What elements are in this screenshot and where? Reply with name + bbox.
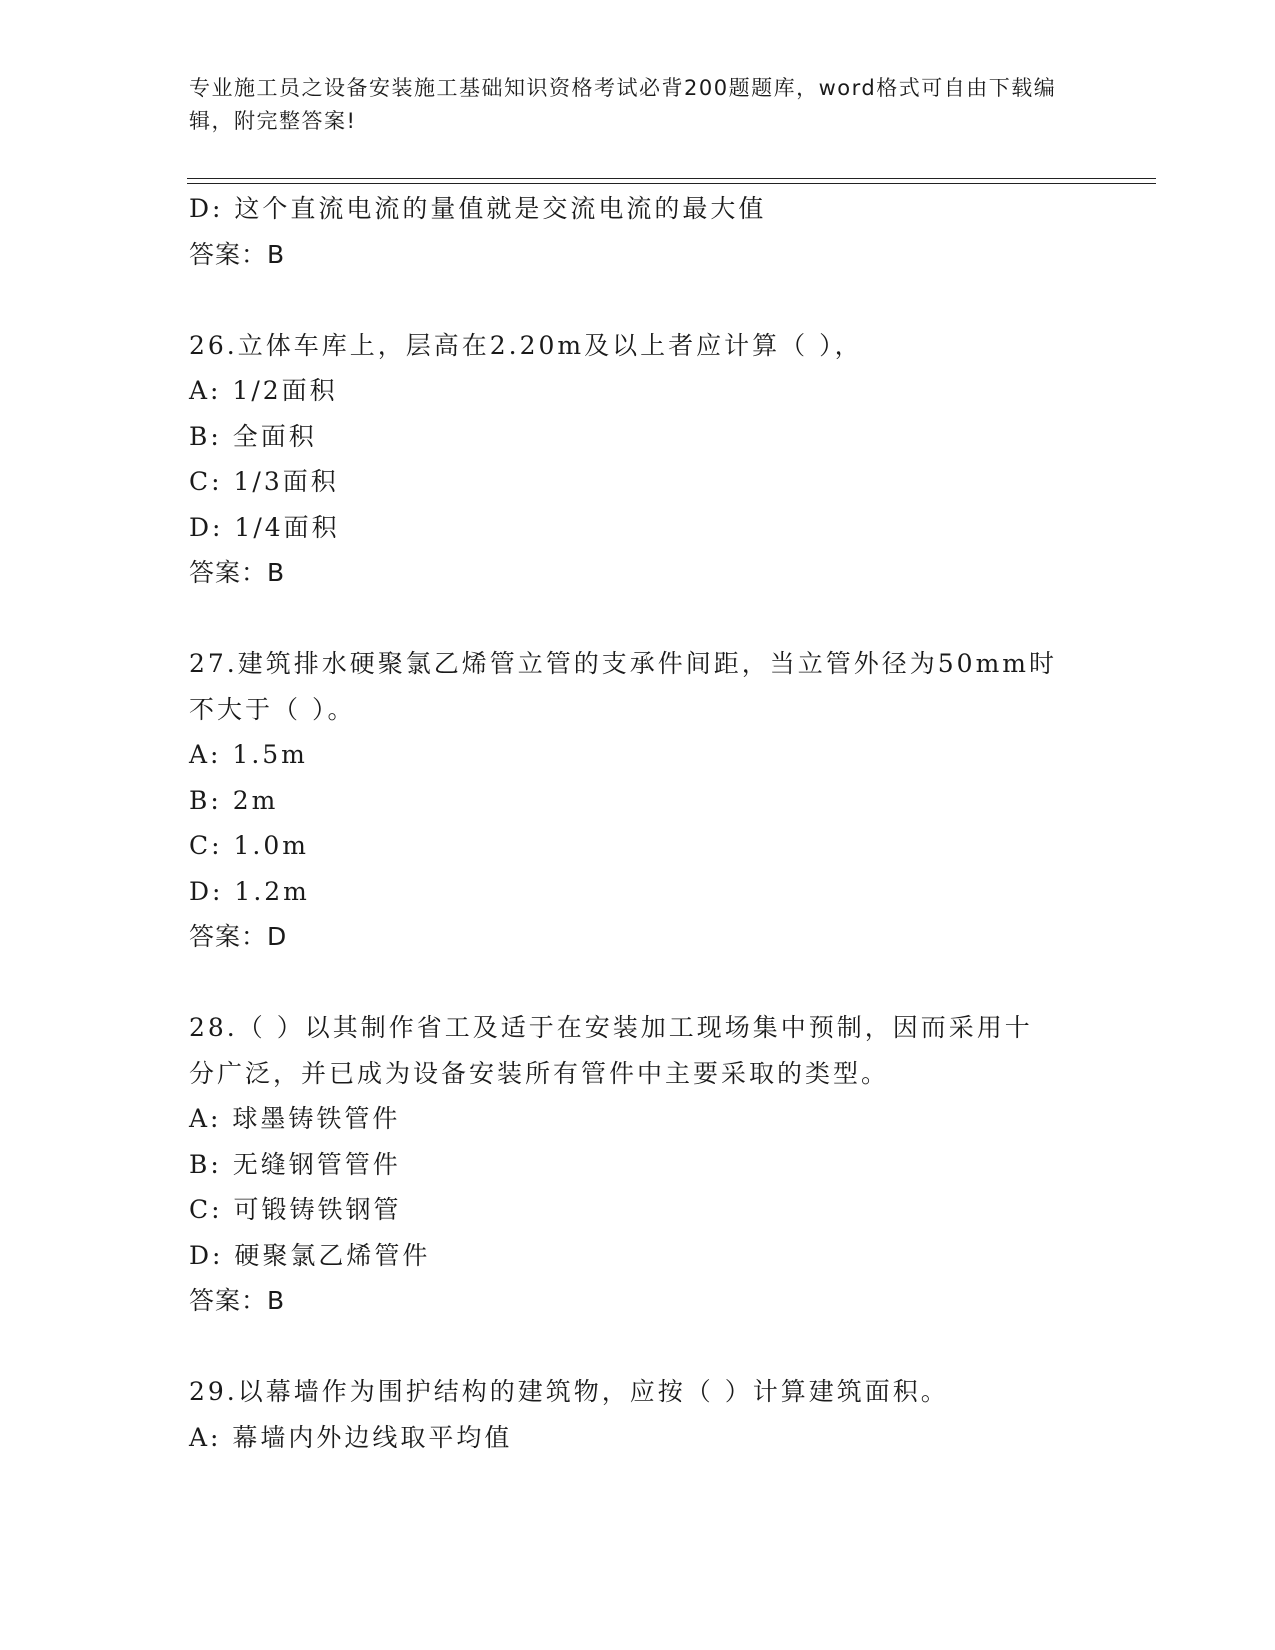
prev-answer: 答案：B [189, 239, 286, 269]
option-a: A: 球墨铸铁管件 [189, 1104, 401, 1133]
option-a: A: 幕墙内外边线取平均值 [189, 1422, 513, 1452]
question-list [189, 186, 1089, 1460]
option-d: D: 1.2m [189, 876, 310, 906]
option-a: A: 1/2面积 [189, 376, 338, 405]
answer: 答案：B [189, 1286, 286, 1315]
option-b: B: 全面积 [189, 421, 317, 451]
option-c: C: 1/3面积 [189, 467, 339, 496]
option-d: D: 硬聚氯乙烯管件 [189, 1240, 431, 1270]
option-b: B: 无缝钢管管件 [189, 1149, 401, 1179]
answer: 答案：B [189, 558, 286, 587]
question-stem-line-1: 28.（ ）以其制作省工及适于在安装加工现场集中预制，因而采用十 [189, 1013, 1033, 1042]
question-stem: 26.立体车库上，层高在2.20m及以上者应计算（ ）， [189, 330, 863, 360]
question-stem-line-2: 分广泛，并已成为设备安装所有管件中主要采取的类型。 [189, 1058, 890, 1088]
question-28 [189, 1005, 1089, 1324]
option-b: B: 2m [189, 785, 279, 815]
question-stem: 29.以幕墙作为围护结构的建筑物，应按（ ）计算建筑面积。 [189, 1377, 949, 1406]
option-d: D: 1/4面积 [189, 512, 340, 542]
question-stem-line-2: 不大于（ ）。 [189, 694, 356, 724]
question-27 [189, 641, 1089, 960]
answer: 答案：D [189, 922, 288, 951]
option-c: C: 1.0m [189, 831, 309, 860]
question-stem-line-1: 27.建筑排水硬聚氯乙烯管立管的支承件间距，当立管外径为50mm时 [189, 649, 1057, 678]
prev-option-d: D: 这个直流电流的量值就是交流电流的最大值 [189, 194, 767, 223]
option-a: A: 1.5m [189, 740, 308, 769]
header-divider-top [187, 178, 1156, 179]
question-29 [189, 1369, 1089, 1460]
option-c: C: 可锻铸铁钢管 [189, 1195, 402, 1224]
question-26 [189, 323, 1089, 596]
document-header: 专业施工员之设备安装施工基础知识资格考试必背200题题库，word格式可自由下载编辑，附完整答案! [189, 76, 1057, 133]
header-divider-bottom [187, 183, 1156, 184]
